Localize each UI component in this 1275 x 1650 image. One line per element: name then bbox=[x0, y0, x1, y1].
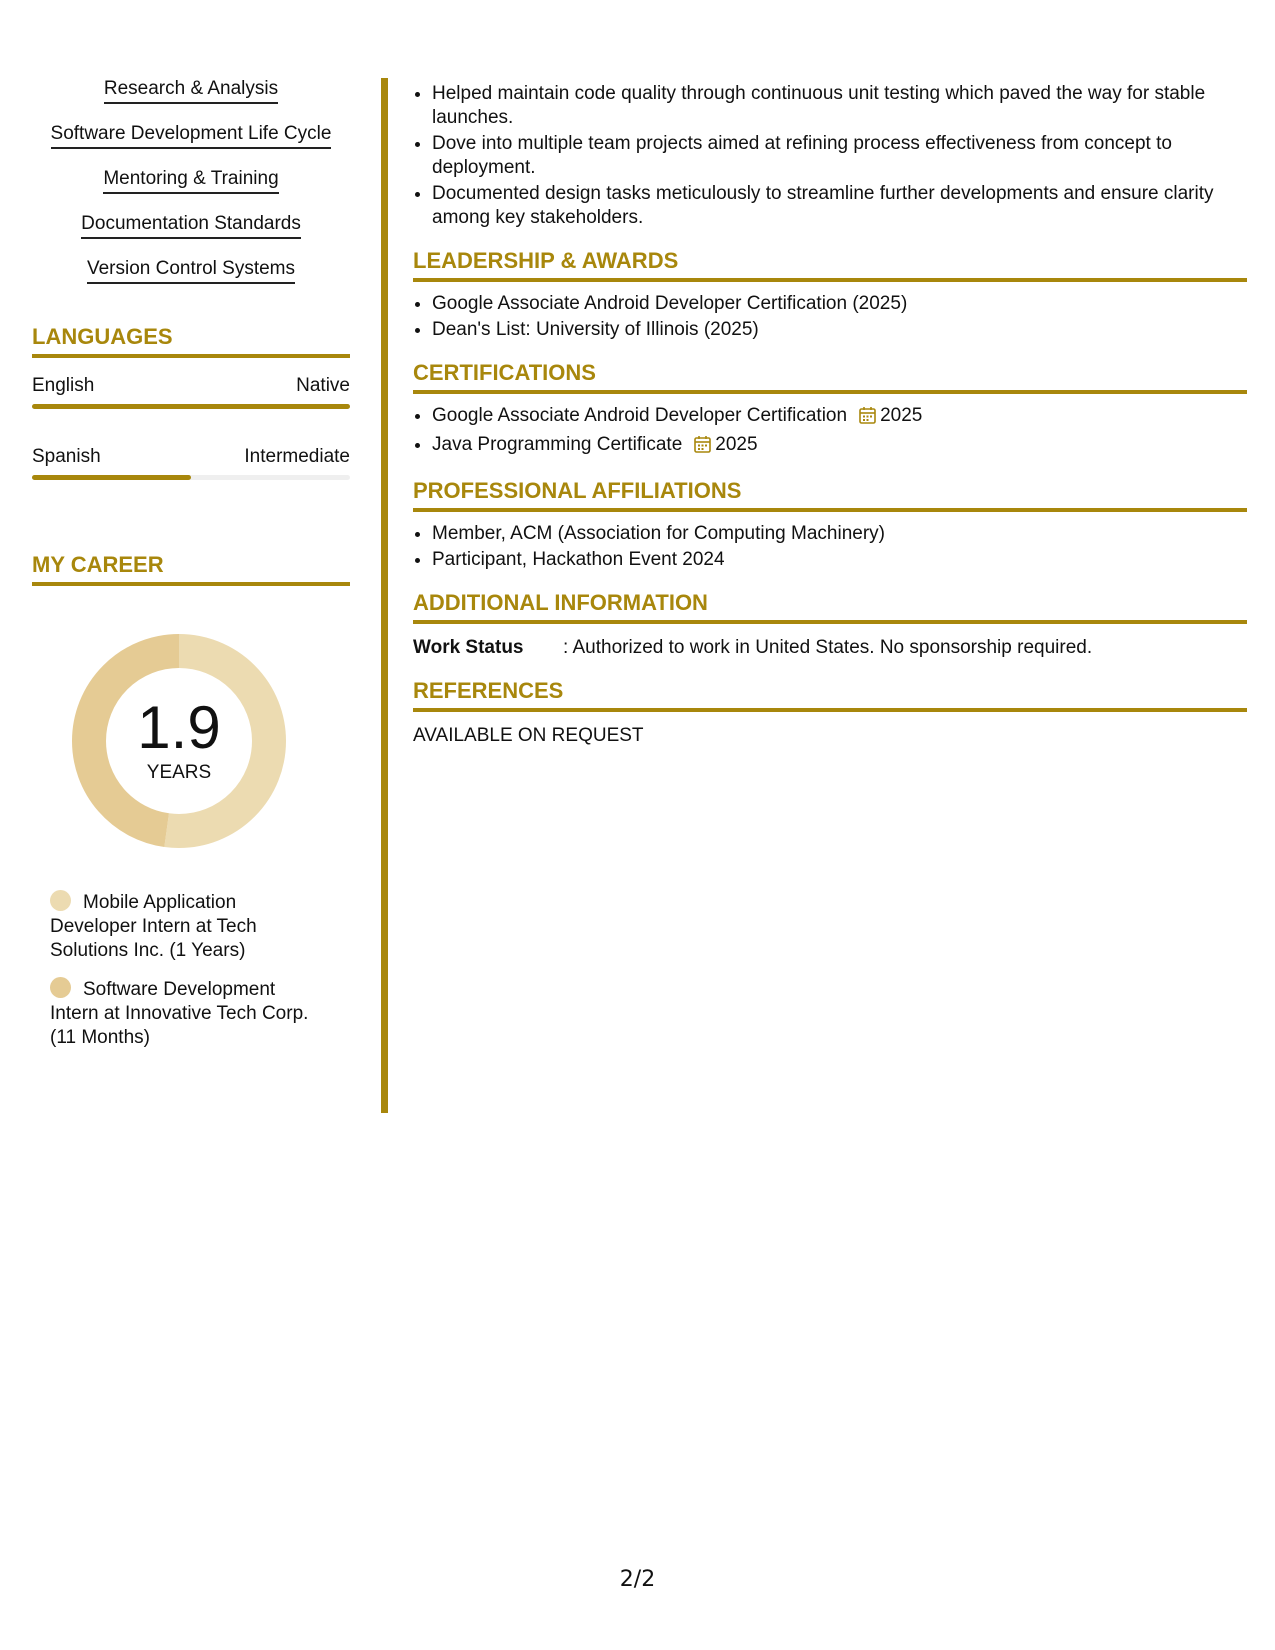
column-divider bbox=[381, 78, 388, 1113]
list-item: • Dean's List: University of Illinois (2025) bbox=[432, 318, 1247, 342]
list-item: • Dove into multiple team projects aimed at refining process effectiveness from concept to deployment. bbox=[432, 132, 1247, 180]
references-heading: REFERENCES bbox=[413, 678, 1247, 712]
affiliations-heading: PROFESSIONAL AFFILIATIONS bbox=[413, 478, 1247, 512]
skill-item bbox=[32, 213, 350, 239]
skills-list bbox=[32, 78, 350, 284]
language-proficiency-bar bbox=[32, 475, 350, 480]
skill-item bbox=[32, 168, 350, 194]
additional-info-heading: ADDITIONAL INFORMATION bbox=[413, 590, 1247, 624]
language-proficiency-fill bbox=[32, 475, 191, 480]
calendar-icon bbox=[694, 435, 711, 460]
language-proficiency-bar bbox=[32, 404, 350, 409]
leadership-list bbox=[413, 292, 1247, 342]
language-level: Native bbox=[296, 375, 350, 396]
language-english bbox=[32, 374, 350, 409]
skill-item bbox=[32, 258, 350, 284]
skill-tag: Mentoring & Training bbox=[103, 168, 278, 194]
certification-name: Google Associate Android Developer Certification bbox=[432, 405, 848, 426]
page-number: 2/2 bbox=[619, 1567, 656, 1592]
language-name: English bbox=[32, 375, 95, 396]
list-item: • Google Associate Android Developer Certification (2025) bbox=[432, 292, 1247, 316]
calendar-icon bbox=[859, 406, 876, 431]
skill-tag: Software Development Life Cycle bbox=[51, 123, 332, 149]
legend-label: Mobile Application Developer Intern at Tech Solutions Inc. (1 Years) bbox=[50, 892, 257, 961]
skill-item bbox=[32, 123, 350, 149]
certification-name: Java Programming Certificate bbox=[432, 434, 683, 455]
left-column bbox=[32, 78, 350, 1064]
references-text: AVAILABLE ON REQUEST bbox=[413, 725, 644, 746]
list-item: • Helped maintain code quality through continuous unit testing which paved the way for stable launches. bbox=[432, 82, 1247, 130]
work-status-label: Work Status bbox=[413, 637, 524, 658]
legend-label: Software Development Intern at Innovative Tech Corp. (11 Months) bbox=[50, 979, 309, 1048]
career-donut-center bbox=[66, 628, 292, 854]
legend-swatch bbox=[50, 890, 71, 911]
career-donut-chart bbox=[66, 628, 292, 854]
legend-swatch bbox=[50, 977, 71, 998]
career-heading: MY CAREER bbox=[32, 552, 350, 586]
language-proficiency-fill bbox=[32, 404, 350, 409]
right-column bbox=[413, 78, 1247, 748]
list-item bbox=[432, 404, 1247, 431]
affiliations-list bbox=[413, 522, 1247, 572]
legend-item bbox=[50, 977, 320, 1050]
legend-item bbox=[50, 890, 320, 963]
skill-tag: Research & Analysis bbox=[104, 78, 278, 104]
certification-year: 2025 bbox=[715, 434, 758, 455]
languages-heading: LANGUAGES bbox=[32, 324, 350, 358]
list-item: • Member, ACM (Association for Computing Machinery) bbox=[432, 522, 1247, 546]
skill-tag: Version Control Systems bbox=[87, 258, 295, 284]
certifications-list bbox=[413, 404, 1247, 460]
career-total-unit: YEARS bbox=[146, 762, 212, 783]
list-item: • Documented design tasks meticulously to streamline further developments and ensure clarity among key stakeholders. bbox=[432, 182, 1247, 230]
certification-year: 2025 bbox=[880, 405, 923, 426]
language-name: Spanish bbox=[32, 446, 101, 467]
list-item: • Participant, Hackathon Event 2024 bbox=[432, 548, 1247, 572]
skill-item bbox=[32, 78, 350, 104]
work-status-value: : Authorized to work in United States. No sponsorship required. bbox=[563, 637, 1093, 658]
career-legend bbox=[50, 890, 320, 1050]
list-item bbox=[432, 433, 1247, 460]
skill-tag: Documentation Standards bbox=[81, 213, 301, 239]
language-level: Intermediate bbox=[244, 446, 350, 467]
experience-bullets bbox=[413, 82, 1247, 230]
language-spanish bbox=[32, 445, 350, 480]
work-status-row bbox=[413, 636, 1247, 660]
certifications-heading: CERTIFICATIONS bbox=[413, 360, 1247, 394]
leadership-heading: LEADERSHIP & AWARDS bbox=[413, 248, 1247, 282]
career-total-years: 1.9 bbox=[137, 694, 221, 761]
